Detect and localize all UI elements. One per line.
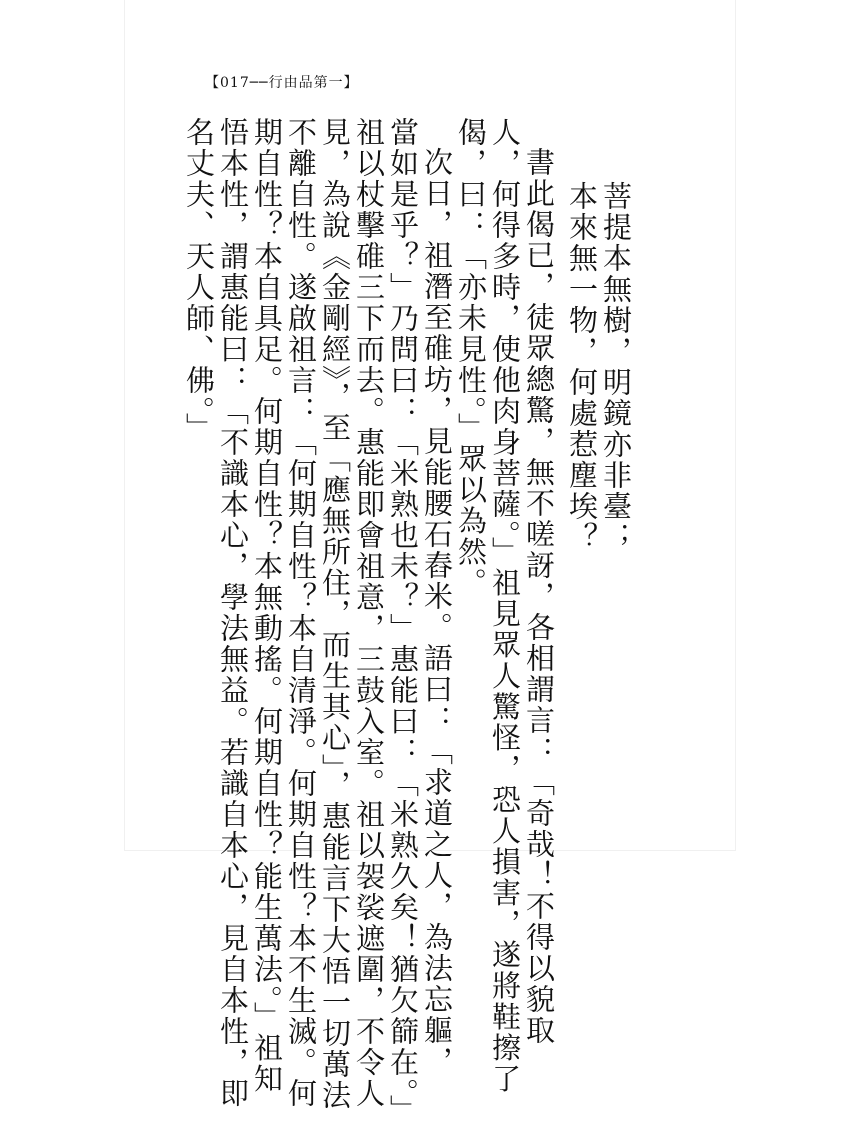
verse-line-2: 本來無一物，何處惹塵埃？ — [565, 181, 599, 553]
text-column-7: 見，為說《金剛經》，至「應無所住，而生其心」，惠能言下大悟一切萬法 — [318, 117, 352, 1111]
page-header: 【017──行由品第一】 — [205, 75, 359, 91]
text-column-2: 人，何得多時，使他肉身菩薩。」祖見眾人驚怪，恐人損害，遂將鞋擦了 — [488, 117, 522, 1095]
text-column-5: 當如是乎？」乃問曰：「米熟也未？」惠能曰：「米熟久矣！猶欠篩在。」 — [386, 117, 420, 1126]
text-column-6: 祖以杖擊碓三下而去。惠能即會祖意，三鼓入室。祖以袈裟遮圍，不令人 — [352, 117, 386, 1109]
text-column-3: 偈，曰：「亦未見性。」眾以為然。 — [454, 117, 488, 599]
text-column-8: 不離自性。遂啟祖言：「何期自性？本自清淨。何期自性？本不生滅。何 — [284, 117, 318, 1109]
text-column-9: 期自性？本自具足。何期自性？本無動搖。何期自性？能生萬法。」祖知 — [250, 117, 284, 1095]
text-column-10: 悟本性，謂惠能曰：「不識本心，學法無益。若識自本心，見自本性，即 — [216, 117, 250, 1109]
text-column-1: 書此偈已，徒眾總驚，無不嗟訝，各相謂言：「奇哉！不得以貌取 — [522, 147, 556, 1046]
text-column-11: 名丈夫、天人師、佛。」 — [182, 117, 216, 444]
verse-line-1: 菩提本無樹，明鏡亦非臺； — [599, 181, 633, 553]
text-column-4: 次日，祖潛至碓坊，見能腰石舂米。語曰：「求道之人，為法忘軀， — [420, 147, 454, 1077]
